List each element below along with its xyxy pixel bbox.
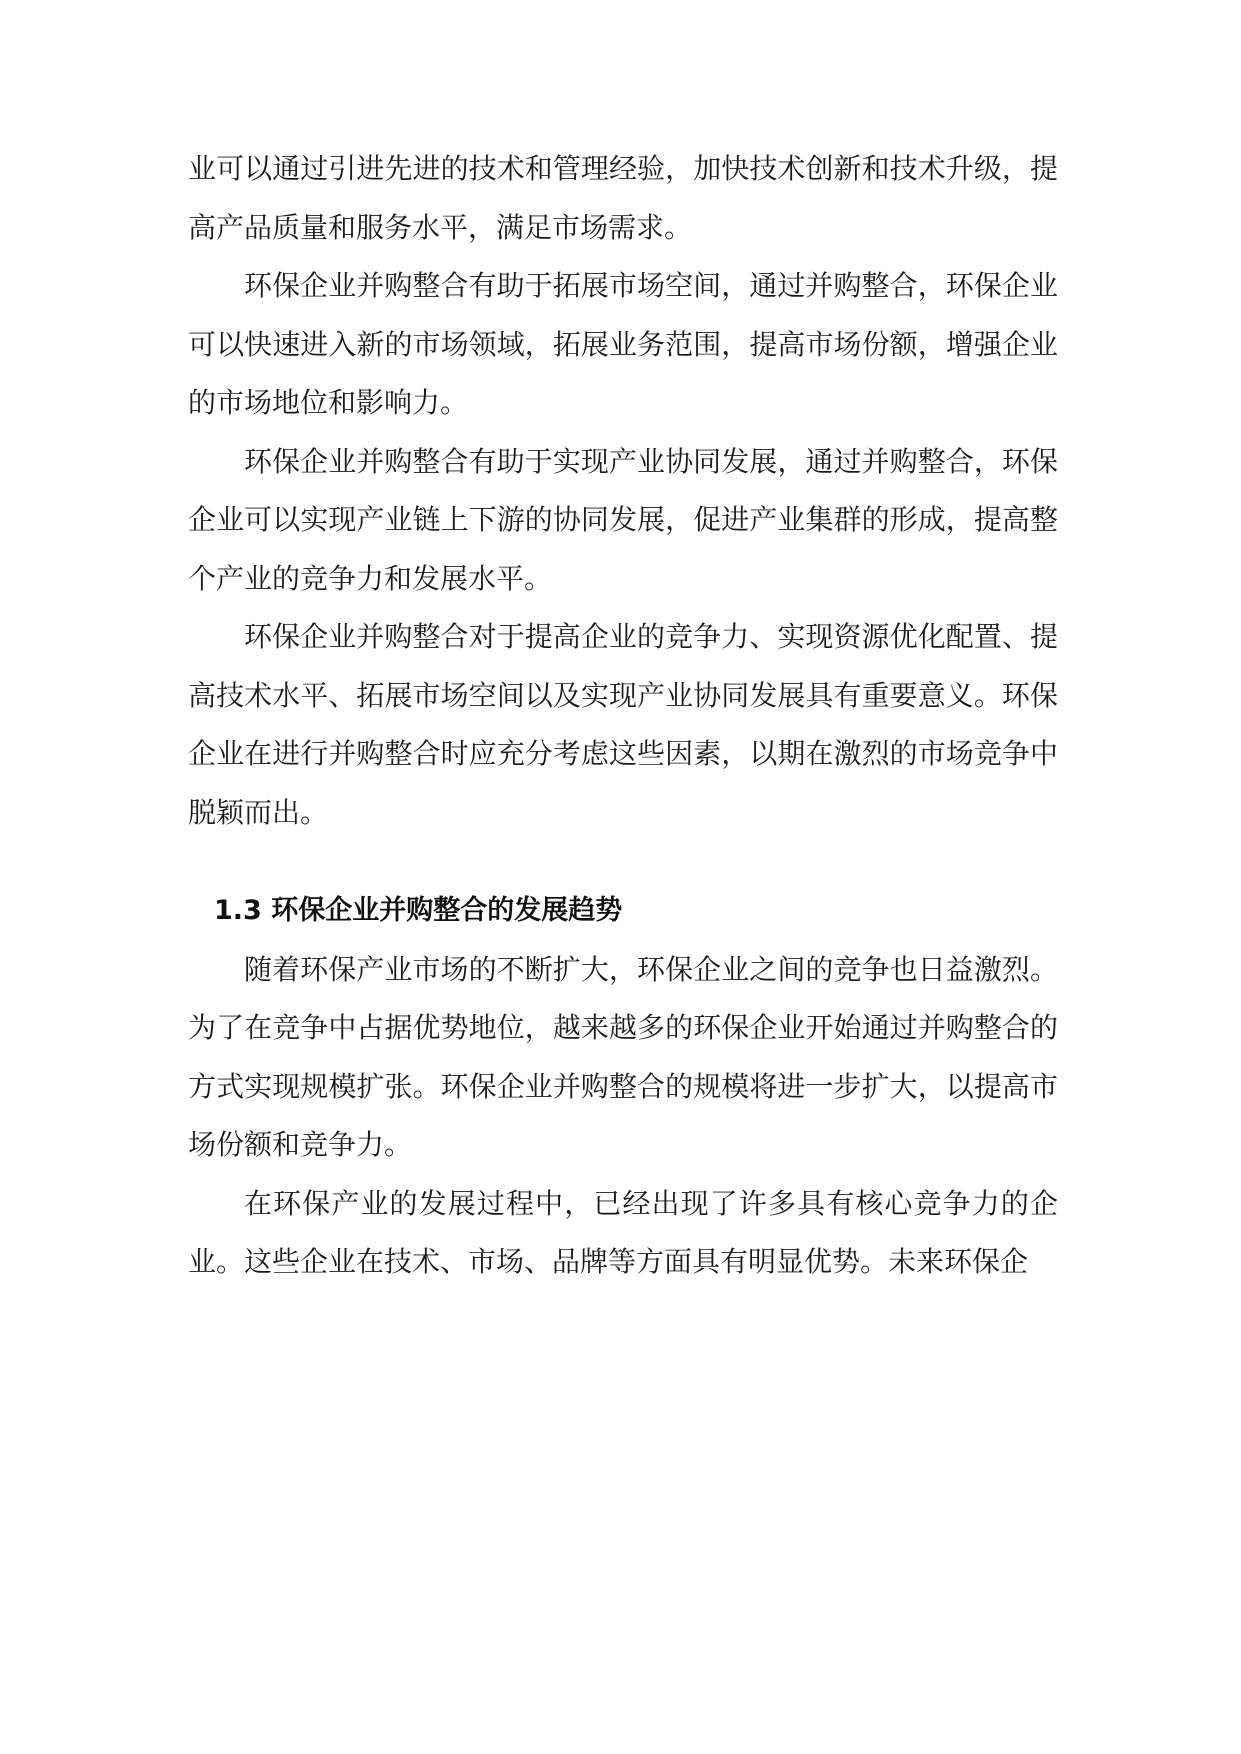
paragraph-continued: 业可以通过引进先进的技术和管理经验，加快技术创新和技术升级，提高产品质量和服务水平，满足市场需求。	[188, 152, 1058, 244]
paragraph-synergy: 环保企业并购整合有助于实现产业协同发展，通过并购整合，环保企业可以实现产业链上下游的协同发展，促进产业集群的形成，提高整个产业的竞争力和发展水平。	[188, 444, 1058, 595]
document-body	[188, 140, 1058, 1292]
paragraph-market-space: 环保企业并购整合有助于拓展市场空间，通过并购整合，环保企业可以快速进入新的市场领域，拓展业务范围，提高市场份额，增强企业的市场地位和影响力。	[188, 269, 1058, 419]
paragraph-summary: 环保企业并购整合对于提高企业的竞争力、实现资源优化配置、提高技术水平、拓展市场空间以及实现产业协同发展具有重要意义。环保企业在进行并购整合时应充分考虑这些因素，以期在激烈的市场竞争中脱颖而出。	[188, 620, 1058, 829]
paragraph-trend-scale: 随着环保产业市场的不断扩大，环保企业之间的竞争也日益激烈。为了在竞争中占据优势地位，越来越多的环保企业开始通过并购整合的方式实现规模扩张。环保企业并购整合的规模将进一步扩大，以提高市场份额和竞争力。	[188, 952, 1058, 1161]
section-heading: 1.3 环保企业并购整合的发展趋势	[214, 895, 623, 926]
paragraph-trend-core: 在环保产业的发展过程中，已经出现了许多具有核心竞争力的企业。这些企业在技术、市场、品牌等方面具有明显优势。未来环保企	[188, 1186, 1058, 1278]
